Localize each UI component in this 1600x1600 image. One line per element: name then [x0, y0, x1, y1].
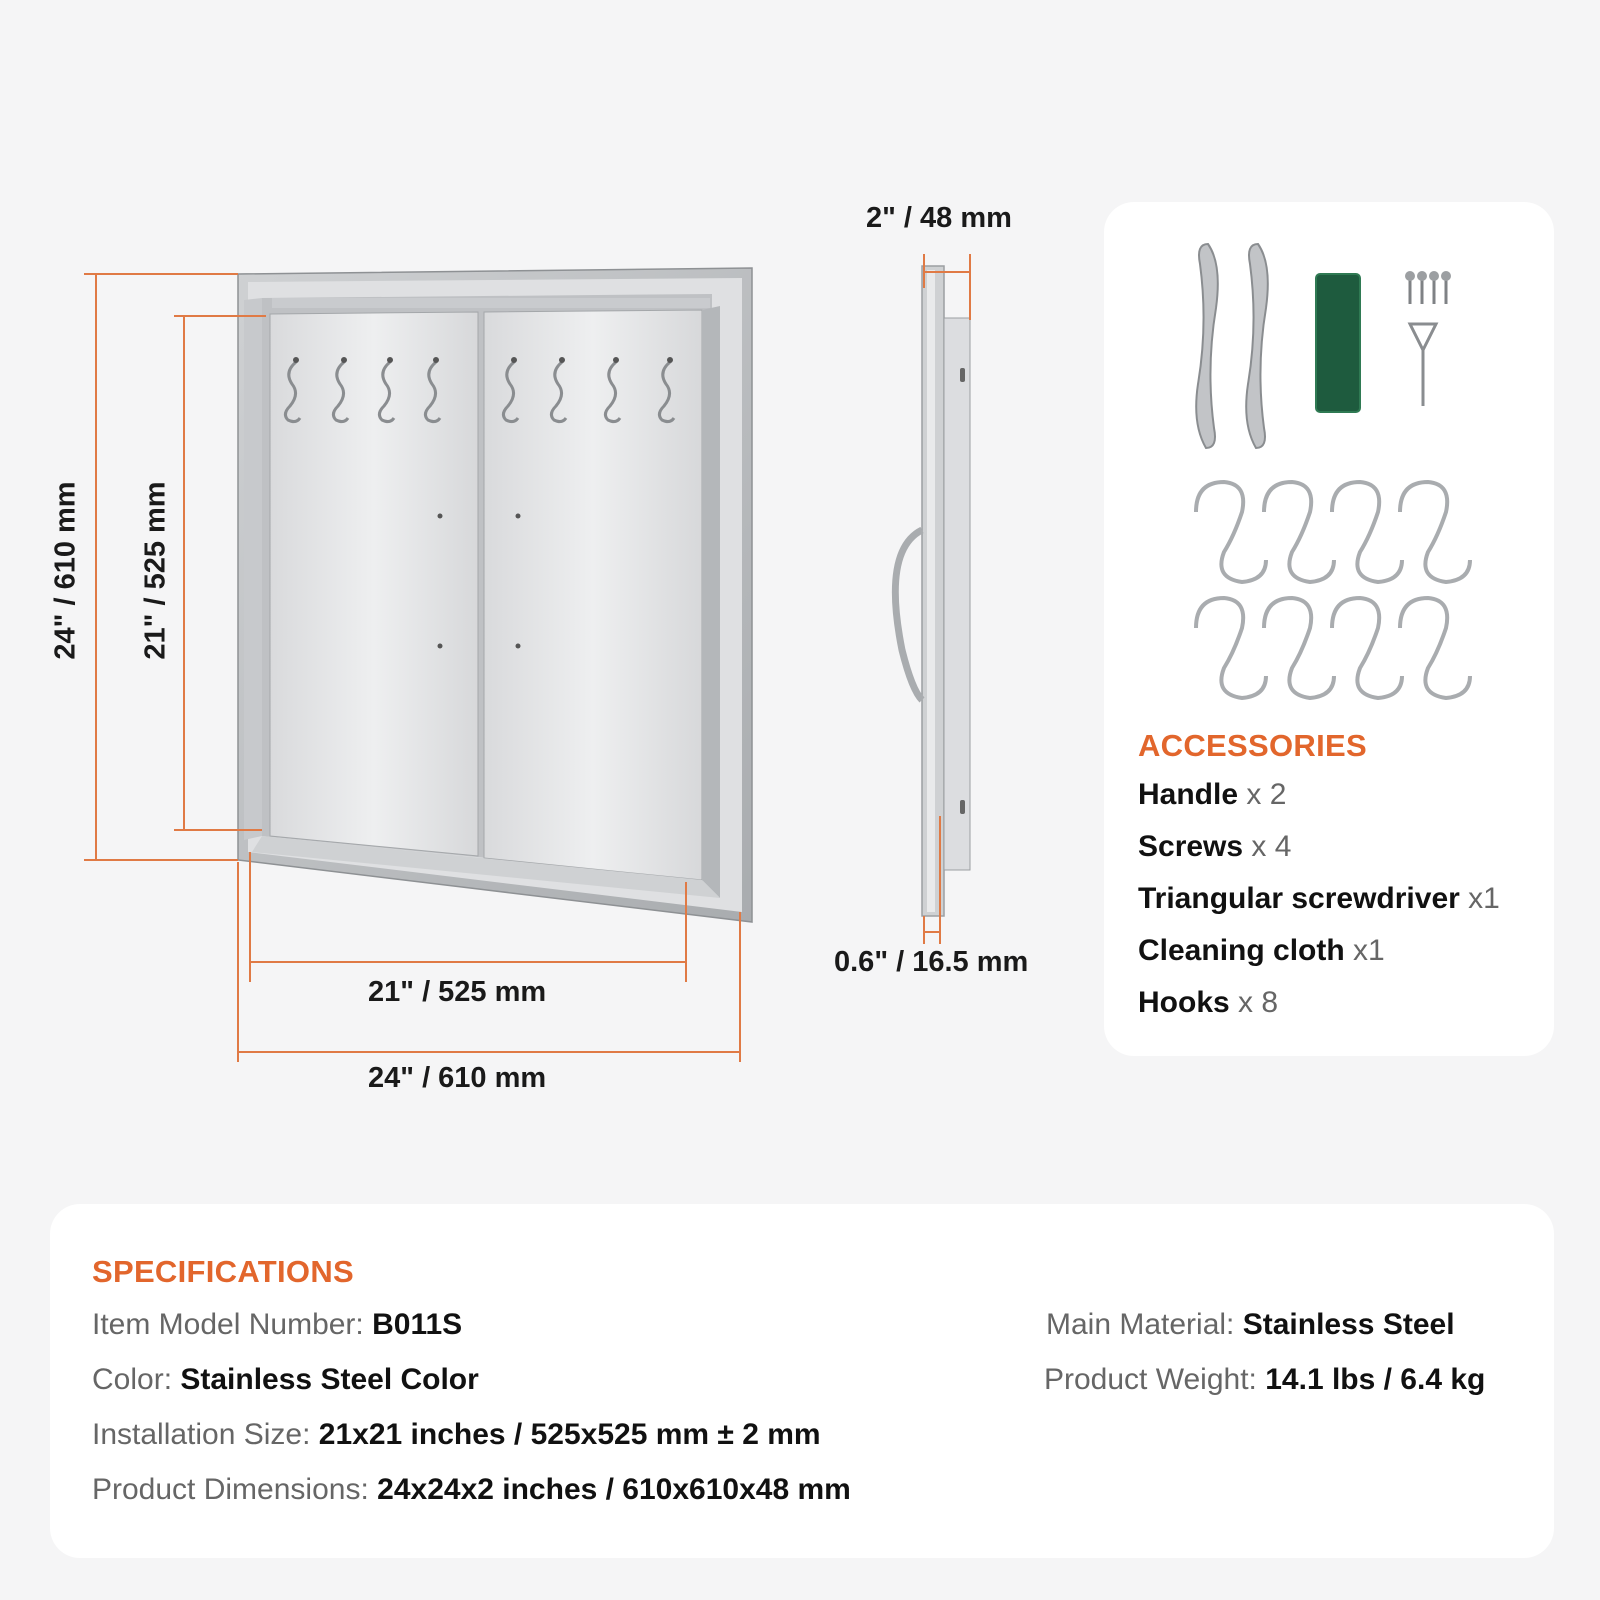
height-inner-label: 21" / 525 mm	[139, 481, 172, 660]
accessories-illustration	[1104, 202, 1554, 702]
accessory-hooks: Hooks x 8	[1138, 986, 1279, 1019]
accessory-handle: Handle x 2	[1138, 778, 1287, 811]
screws-icon	[1410, 278, 1446, 304]
specifications-card	[50, 1204, 1554, 1558]
specifications-title: SPECIFICATIONS	[92, 1254, 354, 1289]
height-outer-label: 24" / 610 mm	[49, 481, 82, 660]
depth-top-label: 2" / 48 mm	[866, 202, 1012, 234]
accessory-screwdriver: Triangular screwdriver x1	[1138, 882, 1500, 915]
handle-icon	[1196, 244, 1268, 448]
door-front-illustration	[0, 0, 780, 1100]
spec-color: Color: Stainless Steel Color	[92, 1363, 479, 1396]
spec-product-dimensions: Product Dimensions: 24x24x2 inches / 610x610x48 mm	[92, 1473, 851, 1506]
left-door-panel	[270, 312, 478, 856]
spec-product-weight: Product Weight: 14.1 lbs / 6.4 kg	[1044, 1363, 1486, 1396]
spec-main-material: Main Material: Stainless Steel	[1046, 1308, 1455, 1341]
accessories-card	[1104, 202, 1554, 1056]
door-side-illustration	[800, 180, 1080, 1010]
depth-bottom-label: 0.6" / 16.5 mm	[834, 946, 1029, 978]
accessories-title: ACCESSORIES	[1138, 728, 1367, 763]
accessory-cleaning-cloth: Cleaning cloth x1	[1138, 934, 1385, 967]
spec-installation-size: Installation Size: 21x21 inches / 525x525 mm ± 2 mm	[92, 1418, 821, 1451]
spec-model-number: Item Model Number: B011S	[92, 1308, 463, 1341]
hooks-icon	[1196, 482, 1470, 698]
side-handle	[895, 530, 922, 700]
front-view	[0, 0, 780, 1100]
cleaning-cloth-icon	[1316, 274, 1360, 412]
accessory-screws: Screws x 4	[1138, 830, 1292, 863]
side-view	[800, 180, 1080, 1010]
width-outer-label: 24" / 610 mm	[368, 1062, 547, 1094]
width-inner-label: 21" / 525 mm	[368, 976, 547, 1008]
triangular-screwdriver-icon	[1410, 324, 1436, 406]
